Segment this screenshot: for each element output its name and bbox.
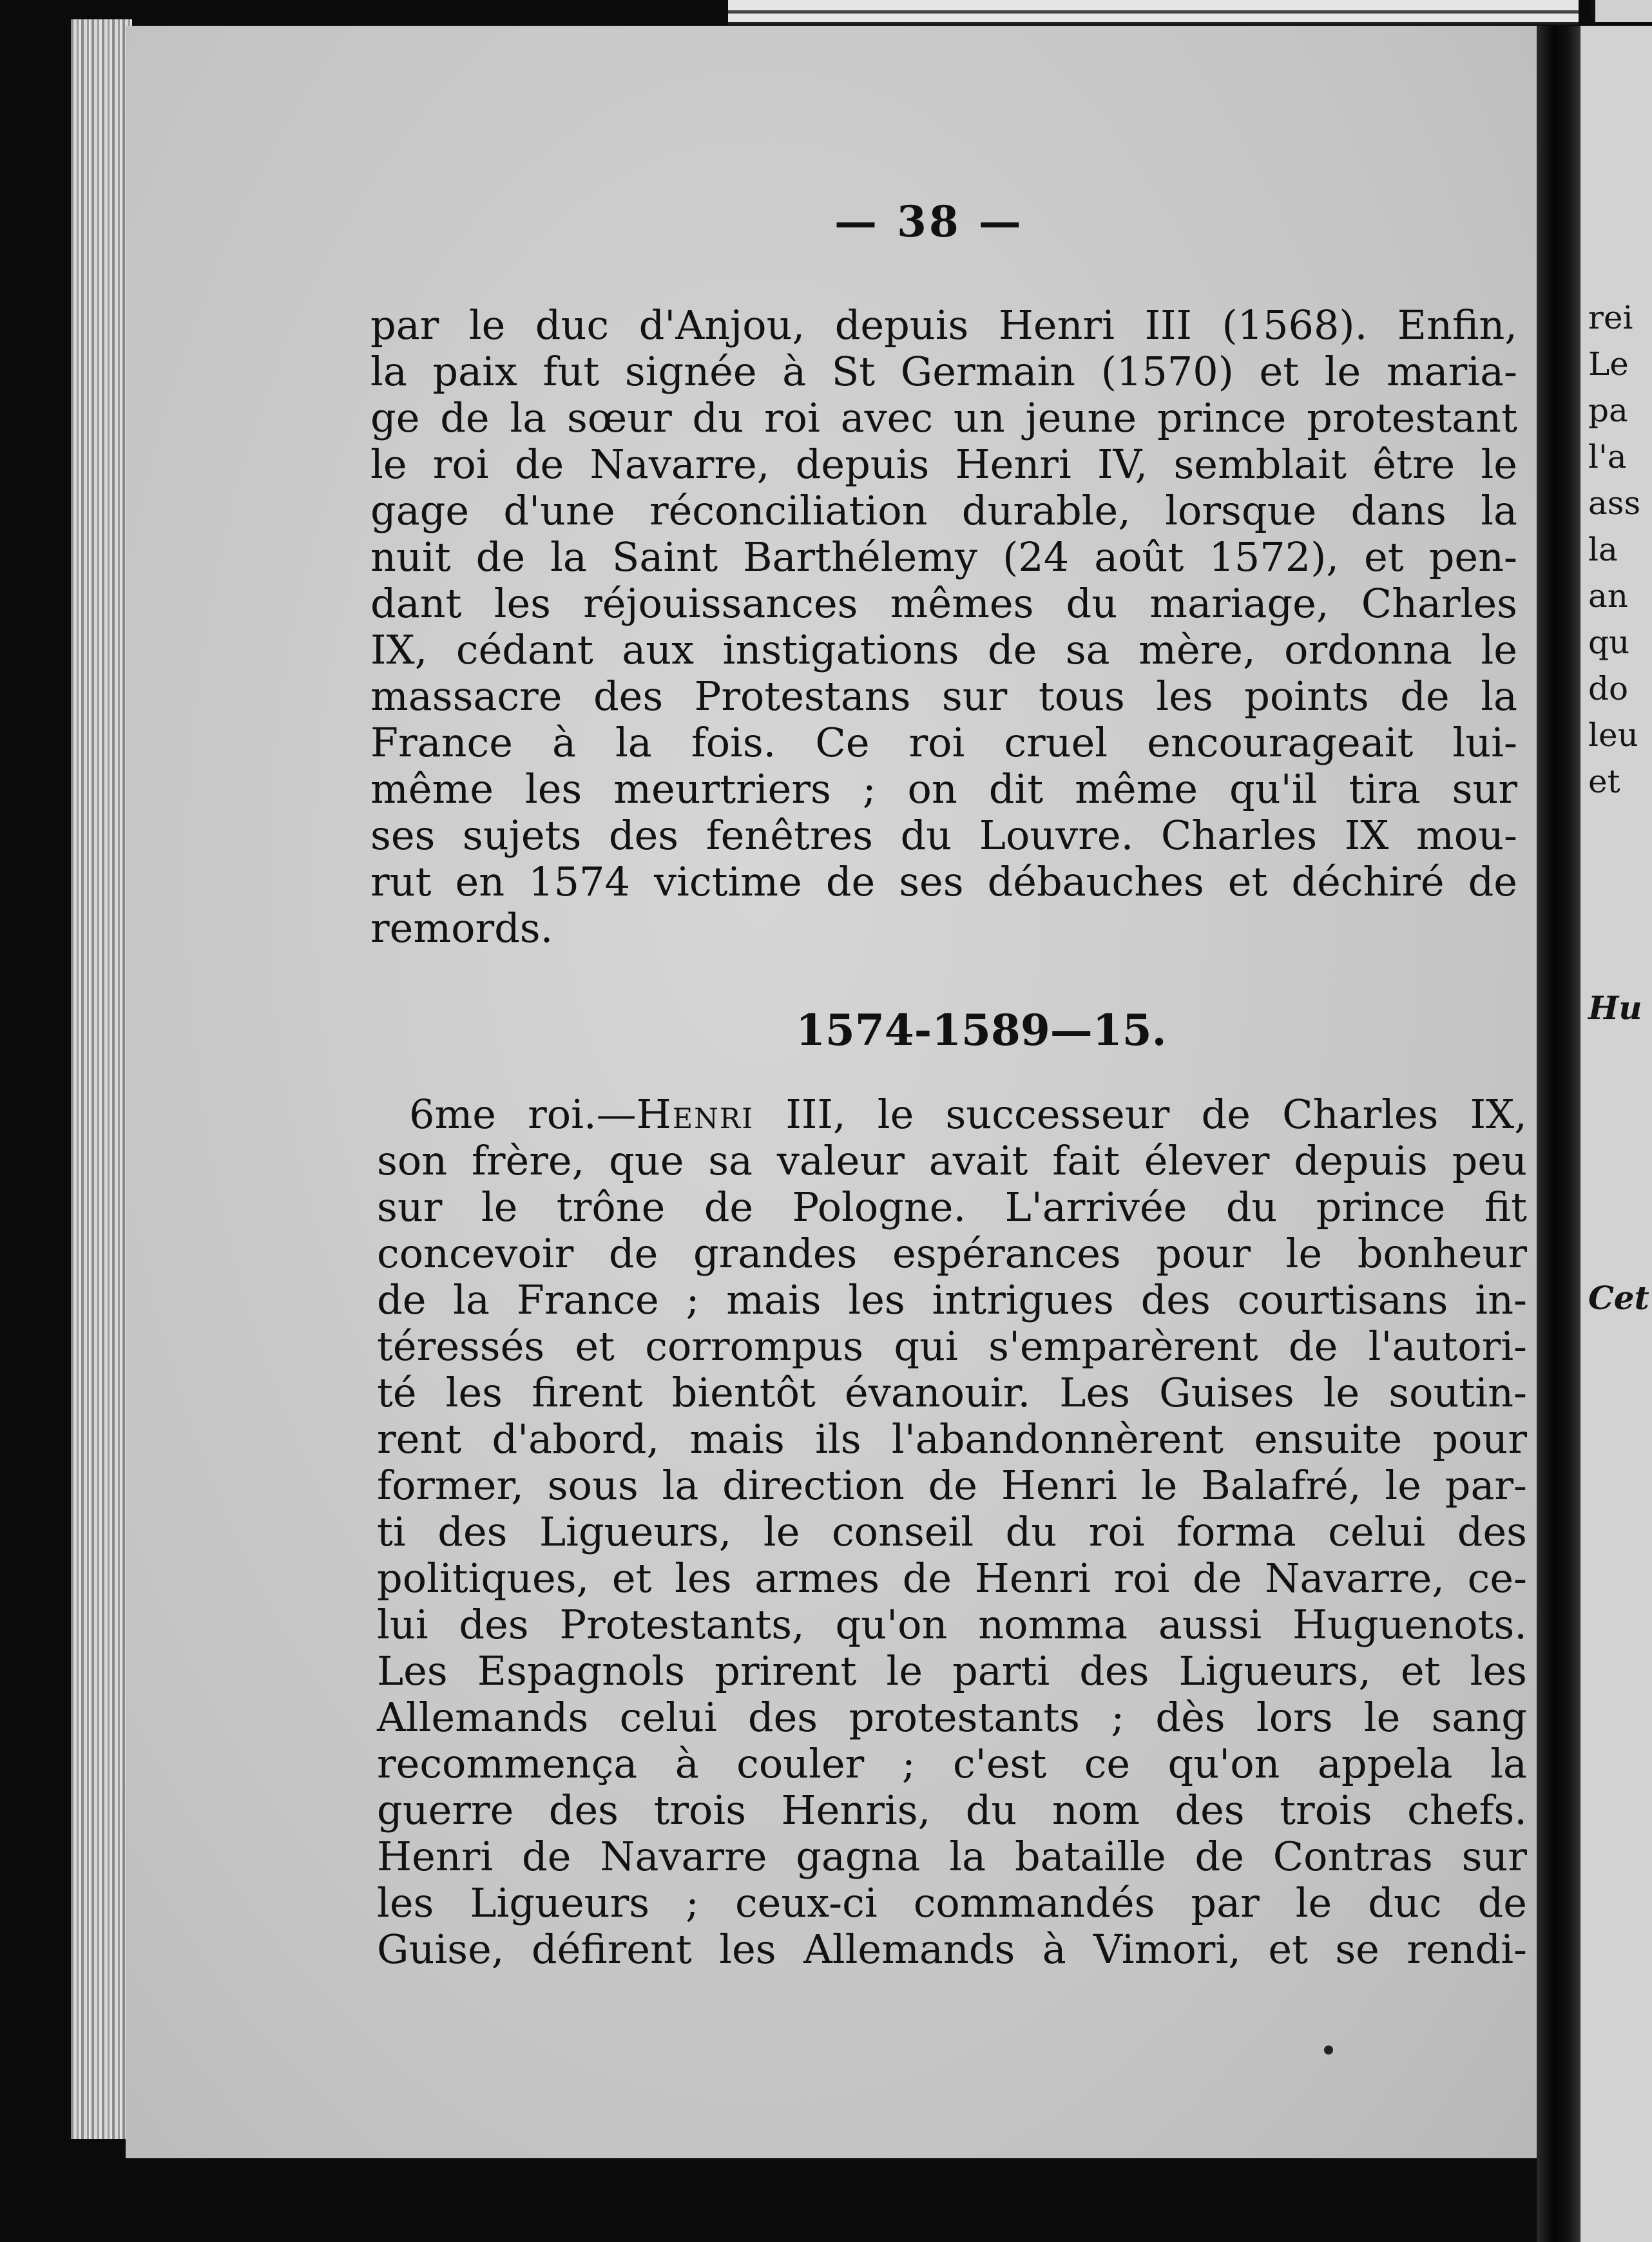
text-line: la paix fut signée à St Germain (1570) et le maria-	[370, 348, 1517, 395]
text-line: former, sous la direction de Henri le Balafré, le par-	[377, 1462, 1527, 1509]
facing-fragment: Cet	[1588, 1279, 1649, 1317]
facing-fragment: Hu	[1588, 989, 1642, 1027]
text-line: rent d'abord, mais ils l'abandonnèrent ensuite pour	[377, 1415, 1527, 1462]
text-line: politiques, et les armes de Henri roi de Navarre, ce-	[377, 1555, 1527, 1602]
facing-fragment: qu	[1588, 624, 1630, 661]
text-line: ge de la sœur du roi avec un jeune prince protestant	[370, 394, 1517, 441]
text-line: nuit de la Saint Barthélemy (24 août 1572), et pen-	[370, 533, 1517, 580]
facing-fragment: et	[1588, 763, 1620, 800]
text-line: de la France ; mais les intrigues des courtisans in-	[377, 1276, 1527, 1323]
king-name: Henri	[636, 1091, 754, 1138]
text-line: téressés et corrompus qui s'emparèrent de l'autori-	[377, 1323, 1527, 1370]
ink-speck	[1324, 2046, 1333, 2055]
stacked-page-edges	[71, 19, 132, 2139]
text-line: IX, cédant aux instigations de sa mère, ordonna le	[370, 626, 1517, 673]
text-line: massacre des Protestans sur tous les points de la	[370, 673, 1517, 720]
page-number: — 38 —	[834, 196, 1024, 247]
facing-fragment: an	[1588, 577, 1629, 615]
facing-fragment: rei	[1588, 299, 1633, 336]
top-strip	[728, 0, 1579, 24]
text-line-first	[409, 1092, 1527, 1137]
text-line-last: remords.	[370, 905, 553, 952]
text-line: té les firent bientôt évanouir. Les Guises le soutin-	[377, 1369, 1527, 1416]
text-line: son frère, que sa valeur avait fait élever depuis peu	[377, 1137, 1527, 1184]
text-line: dant les réjouissances mêmes du mariage, Charles	[370, 580, 1517, 627]
text-line: ti des Ligueurs, le conseil du roi forma celui des	[377, 1508, 1527, 1555]
text-line: même les meurtriers ; on dit même qu'il tira sur	[370, 765, 1517, 812]
text-line: Allemands celui des protestants ; dès lors le sang	[377, 1694, 1527, 1741]
top-strip-right	[1591, 0, 1652, 22]
facing-fragment: la	[1588, 531, 1618, 568]
text-line: sur le trône de Pologne. L'arrivée du prince fit	[377, 1183, 1527, 1231]
first-line-rest: III, le successeur de Charles IX,	[754, 1091, 1528, 1138]
book-gutter	[1537, 26, 1580, 2242]
text-line: Les Espagnols prirent le parti des Ligueurs, et les	[377, 1647, 1527, 1694]
text-line: rut en 1574 victime de ses débauches et déchiré de	[370, 858, 1517, 905]
facing-fragment: pa	[1588, 392, 1628, 429]
text-line: ses sujets des fenêtres du Louvre. Charles IX mou-	[370, 812, 1517, 859]
text-line: Henri de Navarre gagna la bataille de Contras sur	[377, 1833, 1527, 1880]
facing-fragment: Le	[1588, 345, 1629, 383]
reign-prefix: 6me roi.—	[409, 1091, 637, 1138]
facing-fragment: ass	[1588, 484, 1641, 522]
facing-page-edge	[1580, 26, 1652, 2242]
facing-fragment: l'a	[1588, 438, 1627, 475]
text-line: le roi de Navarre, depuis Henri IV, semblait être le	[370, 441, 1517, 488]
text-line: guerre des trois Henris, du nom des trois chefs.	[377, 1787, 1527, 1834]
text-line: Guise, défirent les Allemands à Vimori, et se rendi-	[377, 1926, 1527, 1973]
text-line: lui des Protestants, qu'on nomma aussi Huguenots.	[377, 1601, 1527, 1648]
text-line: les Ligueurs ; ceux-ci commandés par le duc de	[377, 1879, 1527, 1926]
section-heading: 1574-1589—15.	[796, 1005, 1167, 1055]
text-line: recommença à couler ; c'est ce qu'on appela la	[377, 1740, 1527, 1787]
text-line: par le duc d'Anjou, depuis Henri III (1568). Enfin,	[370, 302, 1517, 349]
text-line: France à la fois. Ce roi cruel encourageait lui-	[370, 719, 1517, 766]
facing-fragment: do	[1588, 670, 1629, 707]
text-line: gage d'une réconciliation durable, lorsque dans la	[370, 487, 1517, 534]
facing-fragment: leu	[1588, 716, 1638, 754]
text-line: concevoir de grandes espérances pour le bonheur	[377, 1230, 1527, 1277]
